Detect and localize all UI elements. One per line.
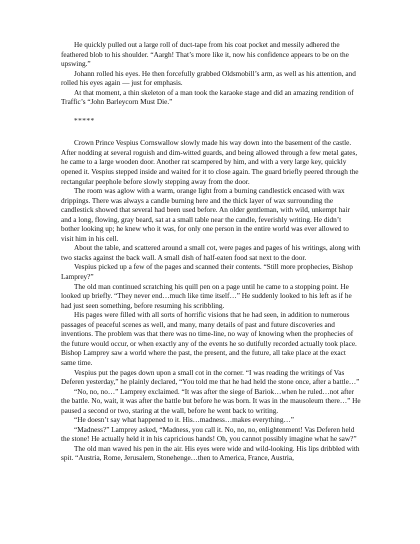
paragraph: “Madness?” Lamprey asked, “Madness, you call it. No, no, no, enlightenment! Vas Deferen held the stone! He actually held it in his capricious hands! Oh, you cannot possibly imagine what he saw?” <box>61 425 357 444</box>
paragraph: The room was aglow with a warm, orange light from a burning candlestick encased with wax drippings. There was always a candle burning here and the thick layer of wax surrounding the candlestick showed that several had been used before. An older gentleman, with wild, unkempt hair and a long, flowing, gray beard, sat at a small table near the candle, feverishly writing. He didn’t bother looking up; he knew who it was, for only one person in the entire world was ever allowed to visit him in his cell. <box>61 187 350 243</box>
paragraph: “No, no, no…” Lamprey exclaimed. “It was after the siege of Bariok…when he ruled…not after the battle. No, wait, it was after the battle but before he was born. It was in the mausoleum there…” He paused a second or two, staring at the wall, before he went back to writing. <box>61 387 361 415</box>
paragraph: Johann rolled his eyes. He then forcefully grabbed Oldsmobill’s arm, as well as his attention, and rolled his eyes again — just for emphasis. <box>61 69 356 88</box>
paragraph: Crown Prince Vespius Cornswallow slowly made his way down into the basement of the castle. After nodding at several roguish and dim-witted guards, and being allowed through a few metal gates, he came to a large wooden door. Another rat scampered by him, and with a very large key, quickly opened it. Vespius stepped inside and waited for it to close again. The guard briefly peered through the rectangular peephole before slowly stepping away from the door. <box>61 139 359 186</box>
paragraph: At that moment, a thin skeleton of a man took the karaoke stage and did an amazing rendition of Traffic’s “John Barleycorn Must Die.” <box>61 88 354 107</box>
paragraph: He quickly pulled out a large roll of duct-tape from his coat pocket and messily adhered the feathered blob to his shoulder. “Aargh! That’s more like it, now his confidence appears to be on the upswing.” <box>61 41 349 69</box>
paragraph: About the table, and scattered around a small cot, were pages and pages of his writings, along with two stacks against the back wall. A small dish of half-eaten food sat next to the door. <box>61 244 361 262</box>
paragraph: “He doesn’t say what happened to it. His…madness…makes everything…” <box>74 416 294 425</box>
paragraph: Vespius put the pages down upon a small cot in the corner. “I was reading the writings of Vas Deferen yesterday,” he plainly declared, “You told me that he had held the stone once, after a battle…” <box>61 368 360 387</box>
section-two <box>61 139 361 464</box>
paragraph: Vespius picked up a few of the pages and scanned their contents. “Still more prophecies, Bishop Lamprey?” <box>61 263 353 282</box>
paragraph: The old man waved his pen in the air. His eyes were wide and wild-looking. His lips dribbled with spit. “Austria, Rome, Jerusalem, Stonehenge…then to America, France, Austria, <box>61 444 360 463</box>
section-one <box>61 41 361 108</box>
section-separator: ***** <box>74 116 95 125</box>
paragraph: His pages were filled with all sorts of horrific visions that he had seen, in addition to numerous passages of peaceful scenes as well, and many, many details of past and future discoveries and inventions. The problem was that there was no time-line, no way of knowing when the prophecies of the future would occur, or when exactly any of the events he so dutifully recorded actually took place. Bishop Lamprey saw a world where the past, the present, and the future, all take place at the exact same time. <box>61 311 357 367</box>
paragraph: The old man continued scratching his quill pen on a page until he came to a stopping point. He looked up briefly. “They never end…much like time itself…” He suddenly looked to his left as if he had just seen something, before resuming his scribbling. <box>61 282 352 310</box>
